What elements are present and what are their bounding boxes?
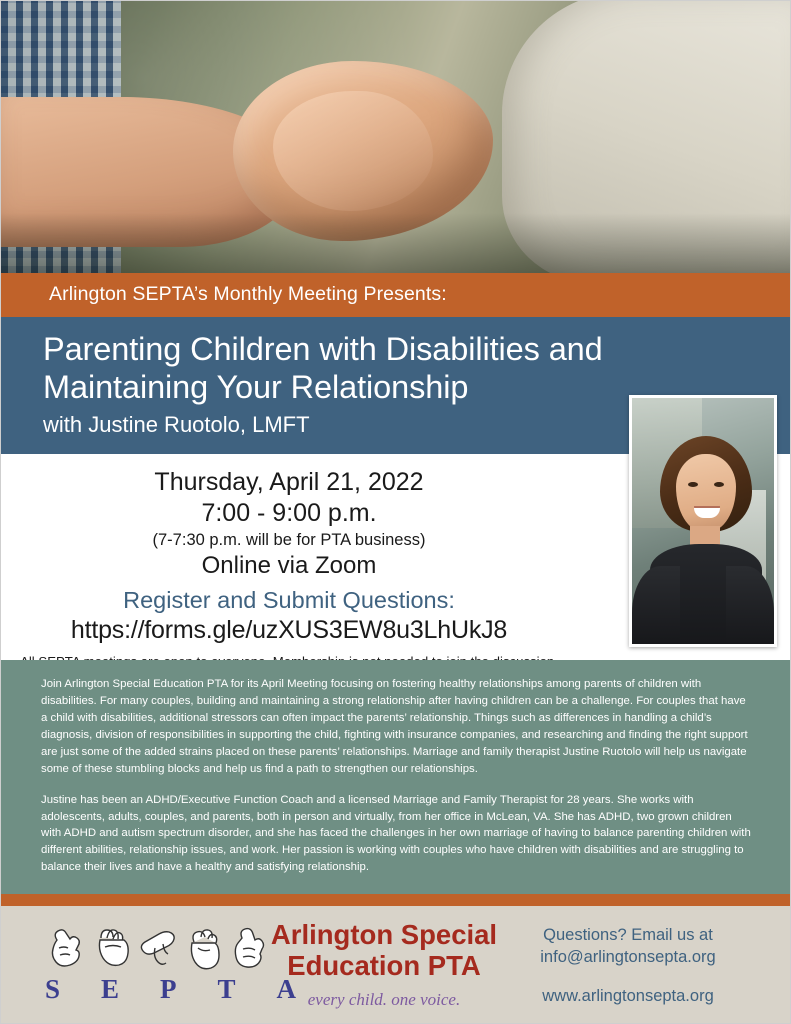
hand-sign-t-icon <box>185 918 225 974</box>
presents-banner <box>1 273 791 317</box>
acronym-letter-e: E <box>101 974 121 1004</box>
presenter-name: with Justine Ruotolo, LMFT <box>43 412 310 438</box>
speaker-photo <box>629 395 777 647</box>
contact-question-line: Questions? Email us at <box>543 926 713 944</box>
event-date: Thursday, April 21, 2022 <box>154 468 424 497</box>
contact-website[interactable]: www.arlingtonsepta.org <box>542 986 714 1005</box>
hero-photo <box>1 1 791 273</box>
title-line-1: Parenting Children with Disabilities and <box>43 331 603 367</box>
event-details-section <box>1 454 791 660</box>
presents-text: Arlington SEPTA’s Monthly Meeting Presents: <box>49 283 447 305</box>
hand-sign-s-icon <box>47 918 87 974</box>
acronym-letter-p: P <box>160 974 178 1004</box>
register-label: Register and Submit Questions: <box>123 587 455 614</box>
organization-name <box>259 920 509 982</box>
acronym-letter-s: S <box>45 974 62 1004</box>
description-section <box>1 660 791 894</box>
contact-info <box>498 924 758 1007</box>
event-note: (7-7:30 p.m. will be for PTA business) <box>152 530 426 549</box>
organization-name-line-1: Arlington Special <box>270 919 498 950</box>
description-paragraph-2: Justine has been an ADHD/Executive Function Coach and a licensed Marriage and Family Therapist for 28 years. She works with adolescents, adults, couples, and parents, both in person and virtually, from her office in McLean, VA. She has ADHD, two grown children with ADHD and autism spectrum disorder, and she has faced the challenges in her own marriage of having to balance parenting children with different abilities, relationship issues, and work. Her passion is working with couples who have children with disabilities and are struggling to balance their lives and have a healthy and satisfying relationship. <box>41 793 751 874</box>
event-details <box>9 468 569 669</box>
event-location: Online via Zoom <box>201 552 377 580</box>
footer-section <box>1 906 791 1024</box>
organization-tagline: every child. one voice. <box>307 990 461 1009</box>
description-paragraph-1: Join Arlington Special Education PTA for its April Meeting focusing on fostering healthy relationships among parents of children with disabilities. For many couples, building and maintaining a strong relationship after having children can be a challenge. For couples that have a child with disabilities, additional stressors can often impact the parents’ relationship. Things such as differences in handling a child’s diagnosis, division of responsibilities in supporting the child, fighting with insurance companies, and researching and finding the right support are just some of the added strains placed on these parents’ relationships. Marriage and family therapist Justine Ruotolo will help us navigate some of these stumbling blocks and help us find a path to strengthen our relationships. <box>41 678 748 775</box>
orange-divider <box>1 894 791 906</box>
event-time: 7:00 - 9:00 p.m. <box>201 498 377 527</box>
hand-sign-e-icon <box>93 918 133 974</box>
contact-email[interactable]: info@arlingtonsepta.org <box>540 948 716 967</box>
organization-name-line-2: Education PTA <box>287 949 481 981</box>
sign-language-logo <box>47 918 271 974</box>
register-link[interactable]: https://forms.gle/uzXUS3EW8u3LhUkJ8 <box>70 616 508 645</box>
hero-bottom-shadow <box>1 213 791 273</box>
hand-sign-p-icon <box>139 918 179 974</box>
title-line-2: Maintaining Your Relationship <box>43 368 469 405</box>
acronym-letter-a: A <box>276 974 297 1004</box>
acronym-letter-t: T <box>217 974 237 1004</box>
